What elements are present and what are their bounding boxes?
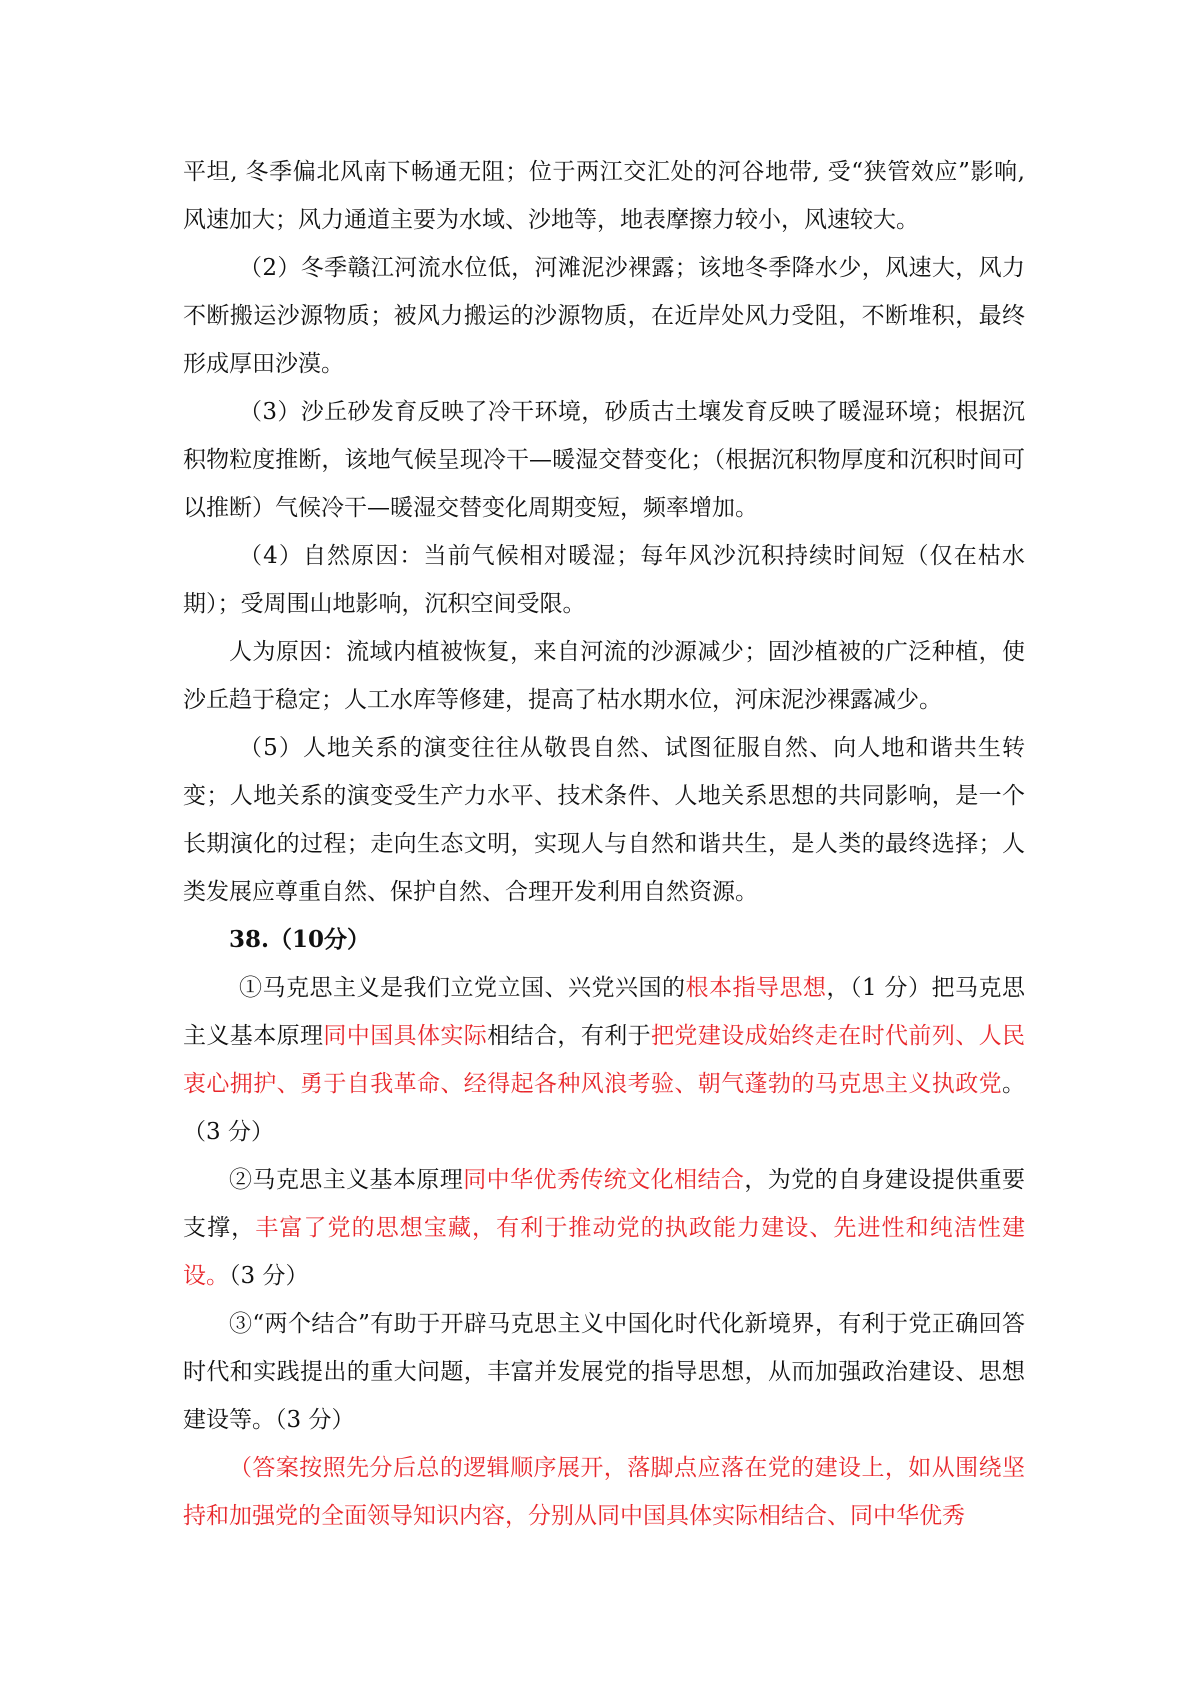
q38-item2-text-c: ，为党的自身建设提供重要支撑， bbox=[183, 1167, 1026, 1241]
q38-item1-text-g: 。（3 分） bbox=[183, 1071, 1025, 1145]
q38-item2-text-e: （3 分） bbox=[229, 1263, 309, 1289]
q38-item1-text-a: ①马克思主义是我们立党立国、兴党兴国的 bbox=[239, 975, 686, 1001]
geo-answer-paragraph-3: （3）沙丘砂发育反映了冷干环境，砂质古土壤发育反映了暖湿环境；根据沉积物粒度推断，该地气候呈现冷干—暖湿交替变化；（根据沉积物厚度和沉积时间可以推断）气候冷干—暖湿交替变化周期变短，频率增加。 bbox=[183, 399, 1025, 521]
q38-answer-item-2 bbox=[183, 1156, 1025, 1300]
q38-item1-highlight-b: 根本指导思想 bbox=[685, 975, 827, 1001]
q38-item2-text-a: ②马克思主义基本原理 bbox=[229, 1167, 464, 1193]
q38-item2-highlight-d: 丰富了党的思想宝藏，有利于推动党的执政能力建设、先进性和纯洁性建设。 bbox=[183, 1215, 1026, 1289]
q38-item1-text-e: 相结合，有利于 bbox=[487, 1023, 652, 1049]
q38-item1-highlight-f: 把党建设成始终走在时代前列、人民衷心拥护、勇于自我革命、经得起各种风浪考验、朝气蓬勃的马克思主义执政党 bbox=[183, 1023, 1026, 1097]
geo-answer-paragraph-4: （4）自然原因：当前气候相对暖湿；每年风沙沉积持续时间短（仅在枯水期）；受周围山地影响，沉积空间受限。 bbox=[183, 543, 1025, 617]
geo-answer-paragraph-6: （5）人地关系的演变往往从敬畏自然、试图征服自然、向人地和谐共生转变；人地关系的演变受生产力水平、技术条件、人地关系思想的共同影响，是一个长期演化的过程；走向生态文明，实现人与自然和谐共生，是人类的最终选择；人类发展应尊重自然、保护自然、合理开发利用自然资源。 bbox=[183, 735, 1025, 905]
q38-grading-note: （答案按照先分后总的逻辑顺序展开，落脚点应落在党的建设上，如从围绕坚持和加强党的全面领导知识内容，分别从同中国具体实际相结合、同中华优秀 bbox=[183, 1455, 1025, 1529]
question-38-heading: 38.（10分） bbox=[229, 926, 371, 953]
q38-item2-highlight-b: 同中华优秀传统文化相结合 bbox=[463, 1167, 745, 1193]
q38-item1-highlight-d: 同中国具体实际 bbox=[323, 1023, 488, 1049]
answer-text-body bbox=[183, 148, 1025, 1540]
q38-item1-text-c: ，（1 分）把马克思主义基本原理 bbox=[183, 975, 1026, 1049]
geo-answer-paragraph-1: 平坦, 冬季偏北风南下畅通无阻；位于两江交汇处的河谷地带, 受“狭管效应”影响, 风速加大；风力通道主要为水域、沙地等，地表摩擦力较小，风速较大。 bbox=[183, 159, 1025, 233]
geo-answer-paragraph-5: 人为原因：流域内植被恢复，来自河流的沙源减少；固沙植被的广泛种植，使沙丘趋于稳定；人工水库等修建，提高了枯水期水位，河床泥沙裸露减少。 bbox=[183, 639, 1025, 713]
q38-answer-item-1 bbox=[183, 964, 1025, 1156]
geo-answer-paragraph-2: （2）冬季赣江河流水位低，河滩泥沙裸露；该地冬季降水少，风速大，风力不断搬运沙源物质；被风力搬运的沙源物质，在近岸处风力受阻，不断堆积，最终形成厚田沙漠。 bbox=[183, 255, 1025, 377]
q38-answer-item-3: ③“两个结合”有助于开辟马克思主义中国化时代化新境界，有利于党正确回答时代和实践提出的重大问题，丰富并发展党的指导思想，从而加强政治建设、思想建设等。（3 分） bbox=[183, 1311, 1025, 1433]
